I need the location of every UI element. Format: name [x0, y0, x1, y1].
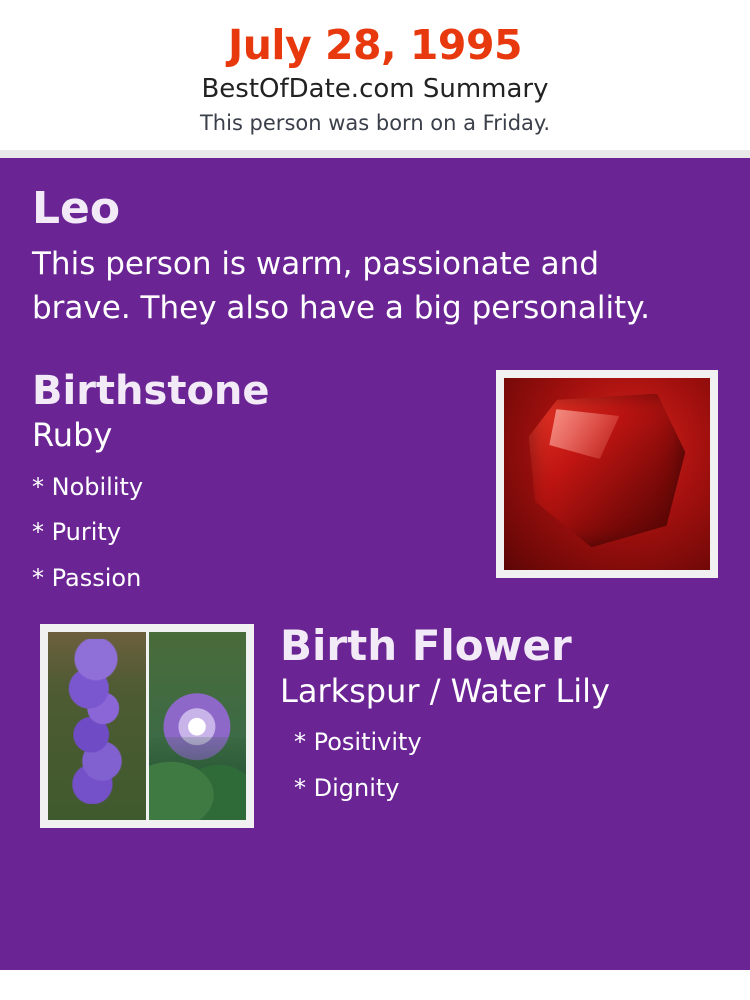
water-lily-flower-photo — [149, 632, 247, 820]
zodiac-sign-name: Leo — [32, 183, 121, 235]
zodiac-description: This person is warm, passionate and brave. They also have a big personality. — [32, 246, 650, 327]
birth-flower-value: Larkspur / Water Lily — [280, 671, 610, 710]
birthstone-image-frame — [496, 370, 718, 578]
birth-flower-traits — [280, 720, 718, 811]
birth-flower-image-frame — [40, 624, 254, 828]
larkspur-flower-photo — [48, 632, 146, 820]
birth-flower-section — [32, 620, 718, 834]
larkspur-water-lily-photo — [48, 632, 246, 820]
birthstone-section — [32, 370, 718, 601]
birthstone-trait: * Nobility — [32, 472, 144, 501]
main-panel — [0, 158, 750, 970]
birth-flower-trait: * Dignity — [294, 773, 400, 802]
birth-flower-title: Birth Flower — [280, 620, 572, 670]
birthstone-text-block — [32, 370, 462, 601]
birthstone-trait: * Purity — [32, 518, 122, 547]
site-summary-label: BestOfDate.com Summary — [201, 74, 549, 105]
header — [0, 0, 750, 150]
birthstone-title: Birthstone — [32, 368, 270, 415]
birthstone-value: Ruby — [32, 416, 113, 455]
page-title-date: July 28, 1995 — [227, 21, 522, 69]
birth-flower-text-block — [280, 620, 718, 812]
birth-day-statement: This person was born on a Friday. — [199, 110, 551, 135]
birth-flower-trait: * Positivity — [294, 728, 422, 756]
header-divider — [0, 150, 750, 158]
ruby-gemstone-photo — [504, 378, 710, 570]
birthstone-trait: * Passion — [32, 563, 142, 592]
